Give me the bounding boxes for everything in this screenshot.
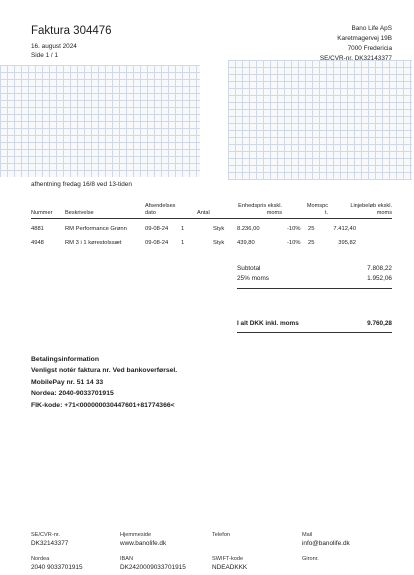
footer-cvr-label: SE/CVR-nr. [31, 532, 60, 538]
col-afsendelses-2: dato [145, 209, 156, 216]
row-nummer: 4881 [31, 226, 44, 232]
row-enhed: Styk [213, 226, 225, 232]
total-value: 9.760,28 [367, 320, 392, 327]
col-enhedspris-2: moms [266, 209, 282, 216]
payment-line-2: MobilePay nr. 51 14 33 [31, 378, 104, 386]
subtotal-label: Subtotal [237, 265, 261, 272]
footer-web: www.banolife.dk [120, 540, 167, 547]
payment-info [31, 354, 177, 411]
col-momspc-2: t. [324, 209, 328, 216]
invoice-page: Side 1 / 1 [31, 52, 59, 59]
payment-line-4: FIK-kode: +71<000000030447601+81774366< [31, 401, 175, 409]
row-pris: 8.236,00 [237, 226, 260, 232]
col-antal: Antal [197, 210, 210, 216]
footer-cvr: DK32143377 [31, 540, 69, 547]
row-antal: 1 [181, 226, 185, 232]
row-nummer: 4948 [31, 240, 44, 246]
footer-web-label: Hjemmeside [120, 532, 152, 538]
footer-mail-label: Mail [302, 532, 313, 538]
col-enhedspris [230, 203, 282, 216]
footer-nordea-label: Nordea [31, 556, 50, 562]
footer-giro-label: Gironr. [302, 556, 319, 562]
payment-heading: Betalingsinformation [31, 356, 99, 363]
col-linje-2: moms [376, 209, 392, 216]
company-cvr: SE/CVR-nr. DK32143377 [319, 55, 392, 62]
moms-label: 25% moms [237, 275, 269, 282]
payment-line-1: Venligst notér faktura nr. Ved bankoverførsel. [31, 367, 178, 375]
col-nummer: Nummer [31, 210, 53, 216]
row-beskrivelse: RM 3 i 1 kørestolssæt [65, 240, 122, 246]
col-linje-1: Linjebeløb ekskl. [350, 203, 392, 209]
subtotal-value: 7.808,22 [367, 265, 392, 272]
row-beloeb: 7.412,40 [333, 226, 356, 232]
invoice-date: 16. august 2024 [31, 43, 77, 50]
col-enhedspris-1: Enhedspris ekskl. [238, 203, 282, 209]
pickup-note: afhentning fredag 16/8 ved 13-tiden [31, 181, 132, 188]
footer-iban: DK2420009033701915 [120, 564, 186, 571]
company-name: Bano Life ApS [351, 25, 392, 32]
company-city: 7000 Fredericia [347, 45, 392, 52]
row-enhed: Styk [213, 240, 225, 246]
invoice-title: Faktura 304476 [31, 25, 112, 37]
row-antal: 1 [181, 240, 185, 246]
table-header-rule [31, 218, 392, 219]
col-beskrivelse: Beskrivelse [65, 210, 94, 216]
grid-paper-left [0, 65, 200, 177]
company-street: Karetmagervej 19B [337, 35, 392, 42]
row-rabat: -10% [287, 240, 301, 246]
col-afsendelses [145, 203, 175, 216]
footer-iban-label: IBAN [120, 556, 134, 562]
row-pris: 439,80 [237, 240, 255, 246]
footer-swift: NDEADKKK [212, 564, 248, 571]
footer-swift-label: SWIFT-kode [212, 556, 244, 562]
totals-rule-top [237, 288, 392, 289]
col-momspc [300, 203, 328, 216]
col-afsendelses-1: Afsendelses [145, 203, 176, 209]
row-dato: 09-08-24 [145, 226, 169, 232]
total-label: I alt DKK inkl. moms [237, 320, 299, 327]
row-moms: 25 [308, 240, 315, 246]
row-dato: 09-08-24 [145, 240, 169, 246]
row-beloeb: 395,82 [338, 240, 356, 246]
grid-paper-right [228, 60, 412, 180]
footer-tel-label: Telefon [212, 532, 231, 538]
col-momspc-1: Momspc [306, 203, 328, 209]
footer-mail: info@banolife.dk [302, 540, 350, 547]
row-beskrivelse: RM Performance Grønn [65, 226, 127, 232]
totals-rule-bottom [237, 332, 392, 333]
payment-line-3: Nordea: 2040-9033701915 [31, 390, 114, 398]
moms-value: 1.952,06 [367, 275, 392, 282]
col-linje [330, 203, 392, 216]
footer-nordea: 2040 9033701915 [31, 564, 83, 571]
row-moms: 25 [308, 226, 315, 232]
row-rabat: -10% [287, 226, 301, 232]
